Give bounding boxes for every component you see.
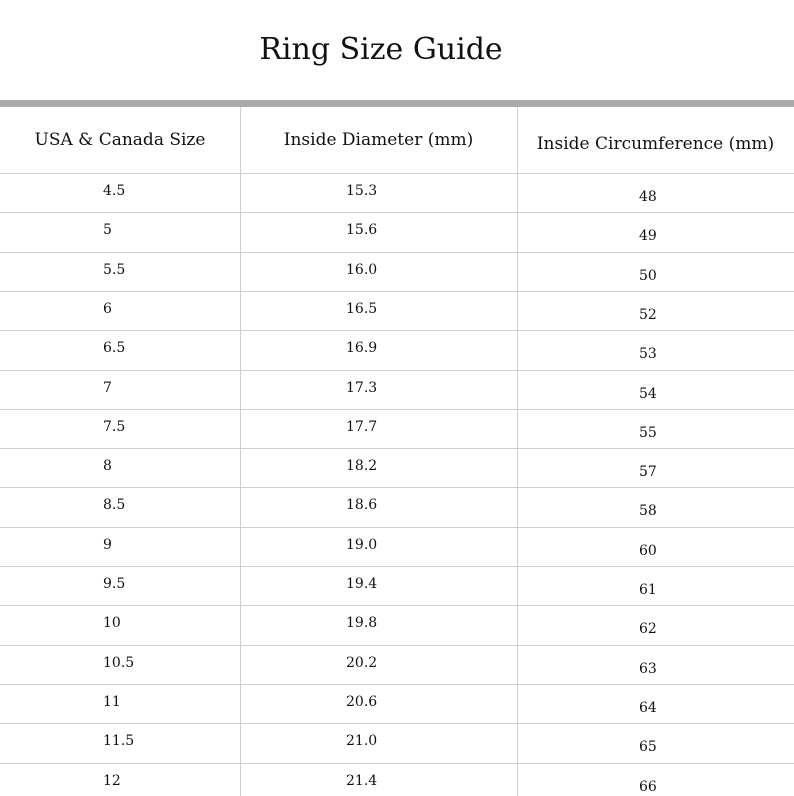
header-divider <box>0 100 794 107</box>
column-header-usa-canada-size: USA & Canada Size <box>34 130 206 150</box>
inside-circumference-cell: 58 <box>639 503 657 520</box>
inside-diameter-cell: 19.8 <box>346 615 378 632</box>
inside-circumference-cell: 60 <box>639 542 657 559</box>
row-divider <box>0 723 794 724</box>
inside-diameter-cell: 20.6 <box>346 693 378 710</box>
column-divider <box>240 107 241 796</box>
inside-circumference-cell: 48 <box>639 189 657 205</box>
column-divider <box>517 107 518 796</box>
inside-diameter-cell: 18.2 <box>346 458 378 475</box>
usa-canada-size-cell: 11.5 <box>103 733 135 750</box>
row-divider <box>0 763 794 764</box>
usa-canada-size-cell: 9 <box>103 536 112 553</box>
inside-circumference-cell: 55 <box>639 424 657 441</box>
usa-canada-size-cell: 10 <box>103 615 121 632</box>
row-divider <box>0 409 794 410</box>
inside-diameter-cell: 20.2 <box>346 654 378 671</box>
inside-circumference-cell: 49 <box>639 228 657 245</box>
usa-canada-size-cell: 8 <box>103 458 112 475</box>
inside-diameter-cell: 16.0 <box>346 261 378 278</box>
inside-diameter-cell: 15.6 <box>346 222 378 239</box>
row-divider <box>0 605 794 606</box>
usa-canada-size-cell: 9.5 <box>103 576 126 592</box>
usa-canada-size-cell: 5 <box>103 222 112 239</box>
row-divider <box>0 527 794 528</box>
inside-circumference-cell: 66 <box>639 778 657 795</box>
row-divider <box>0 487 794 488</box>
inside-diameter-cell: 19.0 <box>346 536 378 553</box>
column-header-inside-diameter: Inside Diameter (mm) <box>283 130 474 150</box>
inside-circumference-cell: 53 <box>639 346 657 363</box>
row-divider <box>0 448 794 449</box>
usa-canada-size-cell: 5.5 <box>103 261 126 278</box>
inside-circumference-cell: 65 <box>639 739 657 756</box>
inside-diameter-cell: 17.3 <box>346 379 378 396</box>
row-divider <box>0 370 794 371</box>
row-divider <box>0 291 794 292</box>
inside-circumference-cell: 50 <box>639 267 657 284</box>
usa-canada-size-cell: 7.5 <box>103 418 126 435</box>
inside-diameter-cell: 21.0 <box>346 733 378 750</box>
inside-circumference-cell: 62 <box>639 621 657 638</box>
usa-canada-size-cell: 6.5 <box>103 340 126 357</box>
inside-diameter-cell: 17.7 <box>346 418 378 435</box>
inside-circumference-cell: 54 <box>639 385 657 402</box>
inside-circumference-cell: 64 <box>639 699 657 716</box>
inside-circumference-cell: 52 <box>639 306 657 323</box>
usa-canada-size-cell: 6 <box>103 300 112 317</box>
row-divider <box>0 645 794 646</box>
row-divider <box>0 566 794 567</box>
inside-circumference-cell: 61 <box>639 582 657 598</box>
inside-circumference-cell: 57 <box>639 464 657 481</box>
inside-diameter-cell: 16.5 <box>346 300 378 317</box>
inside-diameter-cell: 15.3 <box>346 183 378 199</box>
column-header-inside-circumference: Inside Circumference (mm) <box>536 134 775 154</box>
row-divider <box>0 173 794 174</box>
usa-canada-size-cell: 10.5 <box>103 654 135 671</box>
usa-canada-size-cell: 8.5 <box>103 497 126 514</box>
inside-diameter-cell: 18.6 <box>346 497 378 514</box>
inside-diameter-cell: 16.9 <box>346 340 378 357</box>
page-title: Ring Size Guide <box>259 32 503 67</box>
usa-canada-size-cell: 12 <box>103 772 121 789</box>
inside-circumference-cell: 63 <box>639 660 657 677</box>
usa-canada-size-cell: 4.5 <box>103 183 126 199</box>
row-divider <box>0 212 794 213</box>
inside-diameter-cell: 21.4 <box>346 772 378 789</box>
row-divider <box>0 684 794 685</box>
usa-canada-size-cell: 7 <box>103 379 112 396</box>
inside-diameter-cell: 19.4 <box>346 576 378 592</box>
row-divider <box>0 252 794 253</box>
usa-canada-size-cell: 11 <box>103 693 121 710</box>
row-divider <box>0 330 794 331</box>
